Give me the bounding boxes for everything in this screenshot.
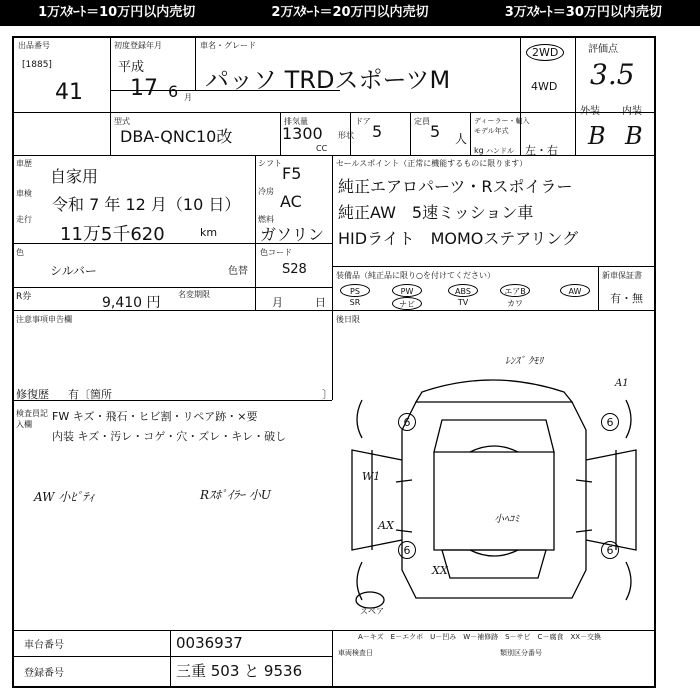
inspector-note-2: Rｽﾎﾟｲﾗｰ 小U [200,488,271,502]
capacity-label: 定員 [414,117,430,126]
displacement: 1300 [282,124,323,143]
lot-number: 41 [55,80,83,105]
grade-label: 評価点 [588,44,618,55]
note-w1: W1 [362,470,381,483]
drive-4wd: 4WD [531,80,558,93]
note-xx: XX [432,564,448,577]
model-label: 型式 [114,117,130,126]
mileage-label: 走行 [16,215,32,224]
interior-grade: B [625,122,643,150]
doors: 5 [372,122,383,141]
registration-label: 登録番号 [24,668,64,679]
model-code: DBA-QNC10改 [120,127,233,146]
inspector-line-1: FW キズ・飛石・ヒビ割・リペア跡・×要 [52,410,258,423]
chassis-number: 0036937 [176,634,243,652]
handle-label: ハンドル [486,147,514,155]
equip-abs: ABS [448,284,478,297]
doors-label: ドア [355,117,371,126]
dealer-label: ディーラー・輸入 [474,117,530,125]
color: シルバー [50,264,97,278]
equipment-label: 装備品（純正品に限り○を付けてください） [336,271,495,280]
note-dents: 小ﾍｺﾐ [494,514,519,525]
note-a1: A1 [615,378,629,389]
equip-aw: AW [560,284,590,297]
inspector-note-1: AW 小ﾋﾟﾃｨ [34,490,95,504]
inspector-label: 検査員記入欄 [16,409,48,429]
ac: AC [280,192,302,211]
ac-label: 冷房 [258,187,274,196]
wheel-front-right: 6 [601,413,619,431]
registration-year: 17 [130,76,158,101]
note-ax: AX [378,519,394,532]
displacement-label: 排気量 [284,117,308,126]
wheel-rear-left: 6 [398,541,416,559]
inspection-date-label: 車両検査日 [338,649,373,657]
model-year-label: モデル年式 [474,127,509,135]
registration-month: 6 [168,82,179,101]
rear-label: 後日限 [336,315,360,324]
color-code-label: 色コード [260,248,292,257]
note-lens-fog: ﾚﾝｽﾞ ｸﾓﾘ [505,356,544,367]
inspector-line-2: 内装 キズ・汚レ・コゲ・穴・ズレ・キレ・破し [52,430,287,443]
color-code: S28 [282,262,307,277]
mileage: 11万5千620 [60,224,165,245]
color-label: 色 [16,248,24,257]
car-name: パッソ TRDスポーツM [205,66,451,94]
shape-label: 形状 [338,131,354,140]
lot-sub-number: [1885] [22,60,52,70]
wheel-front-left: 6 [398,413,416,431]
shift-label: シフト [258,159,282,168]
fuel: ガソリン [260,225,325,244]
banner-rule-1: 1万ｽﾀｰﾄ＝10万円以内売切 [38,5,196,20]
notes-label: 注意事項申告欄 [16,315,72,324]
sales-point-1: 純正エアロパーツ・Rスポイラー [338,177,573,196]
equip-pw: PW [392,284,422,297]
color-change-label: 色替 [228,266,248,277]
equip-sr: SR [349,298,361,307]
name-change-month: 月 [272,296,283,309]
chassis-label: 車台番号 [24,640,64,651]
repair-value: 有〔箇所 [68,388,112,401]
car-damage-diagram [332,340,656,630]
banner-rule-2: 2万ｽﾀｰﾄ＝20万円以内売切 [271,5,429,20]
handle: 左・右 [525,144,558,157]
equip-ps: PS [340,284,370,297]
inspection-expiry: 令和 7 年 12 月（10 日） [52,195,241,214]
sales-point-2: 純正AW 5速ミッション車 [338,203,534,222]
name-change-day: 日 [315,296,326,309]
auction-banner [0,0,700,26]
car-name-label: 車名・グレード [200,41,256,50]
km-unit: km [200,226,218,239]
sales-points-label: セールスポイント（正常に機能するものに限ります） [336,159,528,168]
exterior-label: 外装 [580,106,600,117]
cc-unit: CC [316,144,328,153]
name-change-label: 名変期限 [178,290,210,299]
equip-airbag: エアB [500,284,530,297]
exterior-grade: B [588,122,606,150]
registration-number: 三重 503 と 9536 [176,662,303,680]
spare-label: スペア [360,607,384,616]
equip-tv: TV [457,298,469,307]
usage: 自家用 [50,167,99,186]
equip-navi: ナビ [392,297,422,310]
person-unit: 人 [455,132,468,146]
manual: 有・無 [610,292,643,305]
drive-2wd: 2WD [526,44,564,61]
interior-label: 内装 [622,106,642,117]
era: 平成 [118,60,145,75]
lot-label: 出品番号 [18,41,50,50]
equip-leather: カワ [507,299,523,308]
repair-label: 修復歴 [16,388,49,401]
capacity: 5 [430,122,441,141]
sales-point-3: HIDライト MOMOステアリング [338,229,579,248]
usage-label: 車歴 [16,159,32,168]
repair-close: 〕 [322,388,333,401]
fuel-label: 燃料 [258,215,274,224]
recycle-label: R券 [16,292,32,302]
inspection-label: 車検 [16,189,32,198]
wheel-rear-right: 6 [601,541,619,559]
month-unit: 月 [184,93,192,102]
shift: F5 [282,164,302,183]
manual-label: 新車保証書 [602,271,642,280]
category-number-label: 類別区分番号 [500,649,542,657]
load-unit: kg [474,146,484,155]
damage-legend: A－キズ E－エクボ U－凹み W－補修跡 S－サビ C－腐食 XX－交換 [358,633,602,641]
first-registration-label: 初度登録年月 [114,41,162,50]
overall-grade: 3.5 [590,58,635,91]
banner-rule-3: 3万ｽﾀｰﾄ＝30万円以内売切 [504,5,662,20]
recycle-fee: 9,410 円 [102,295,161,311]
